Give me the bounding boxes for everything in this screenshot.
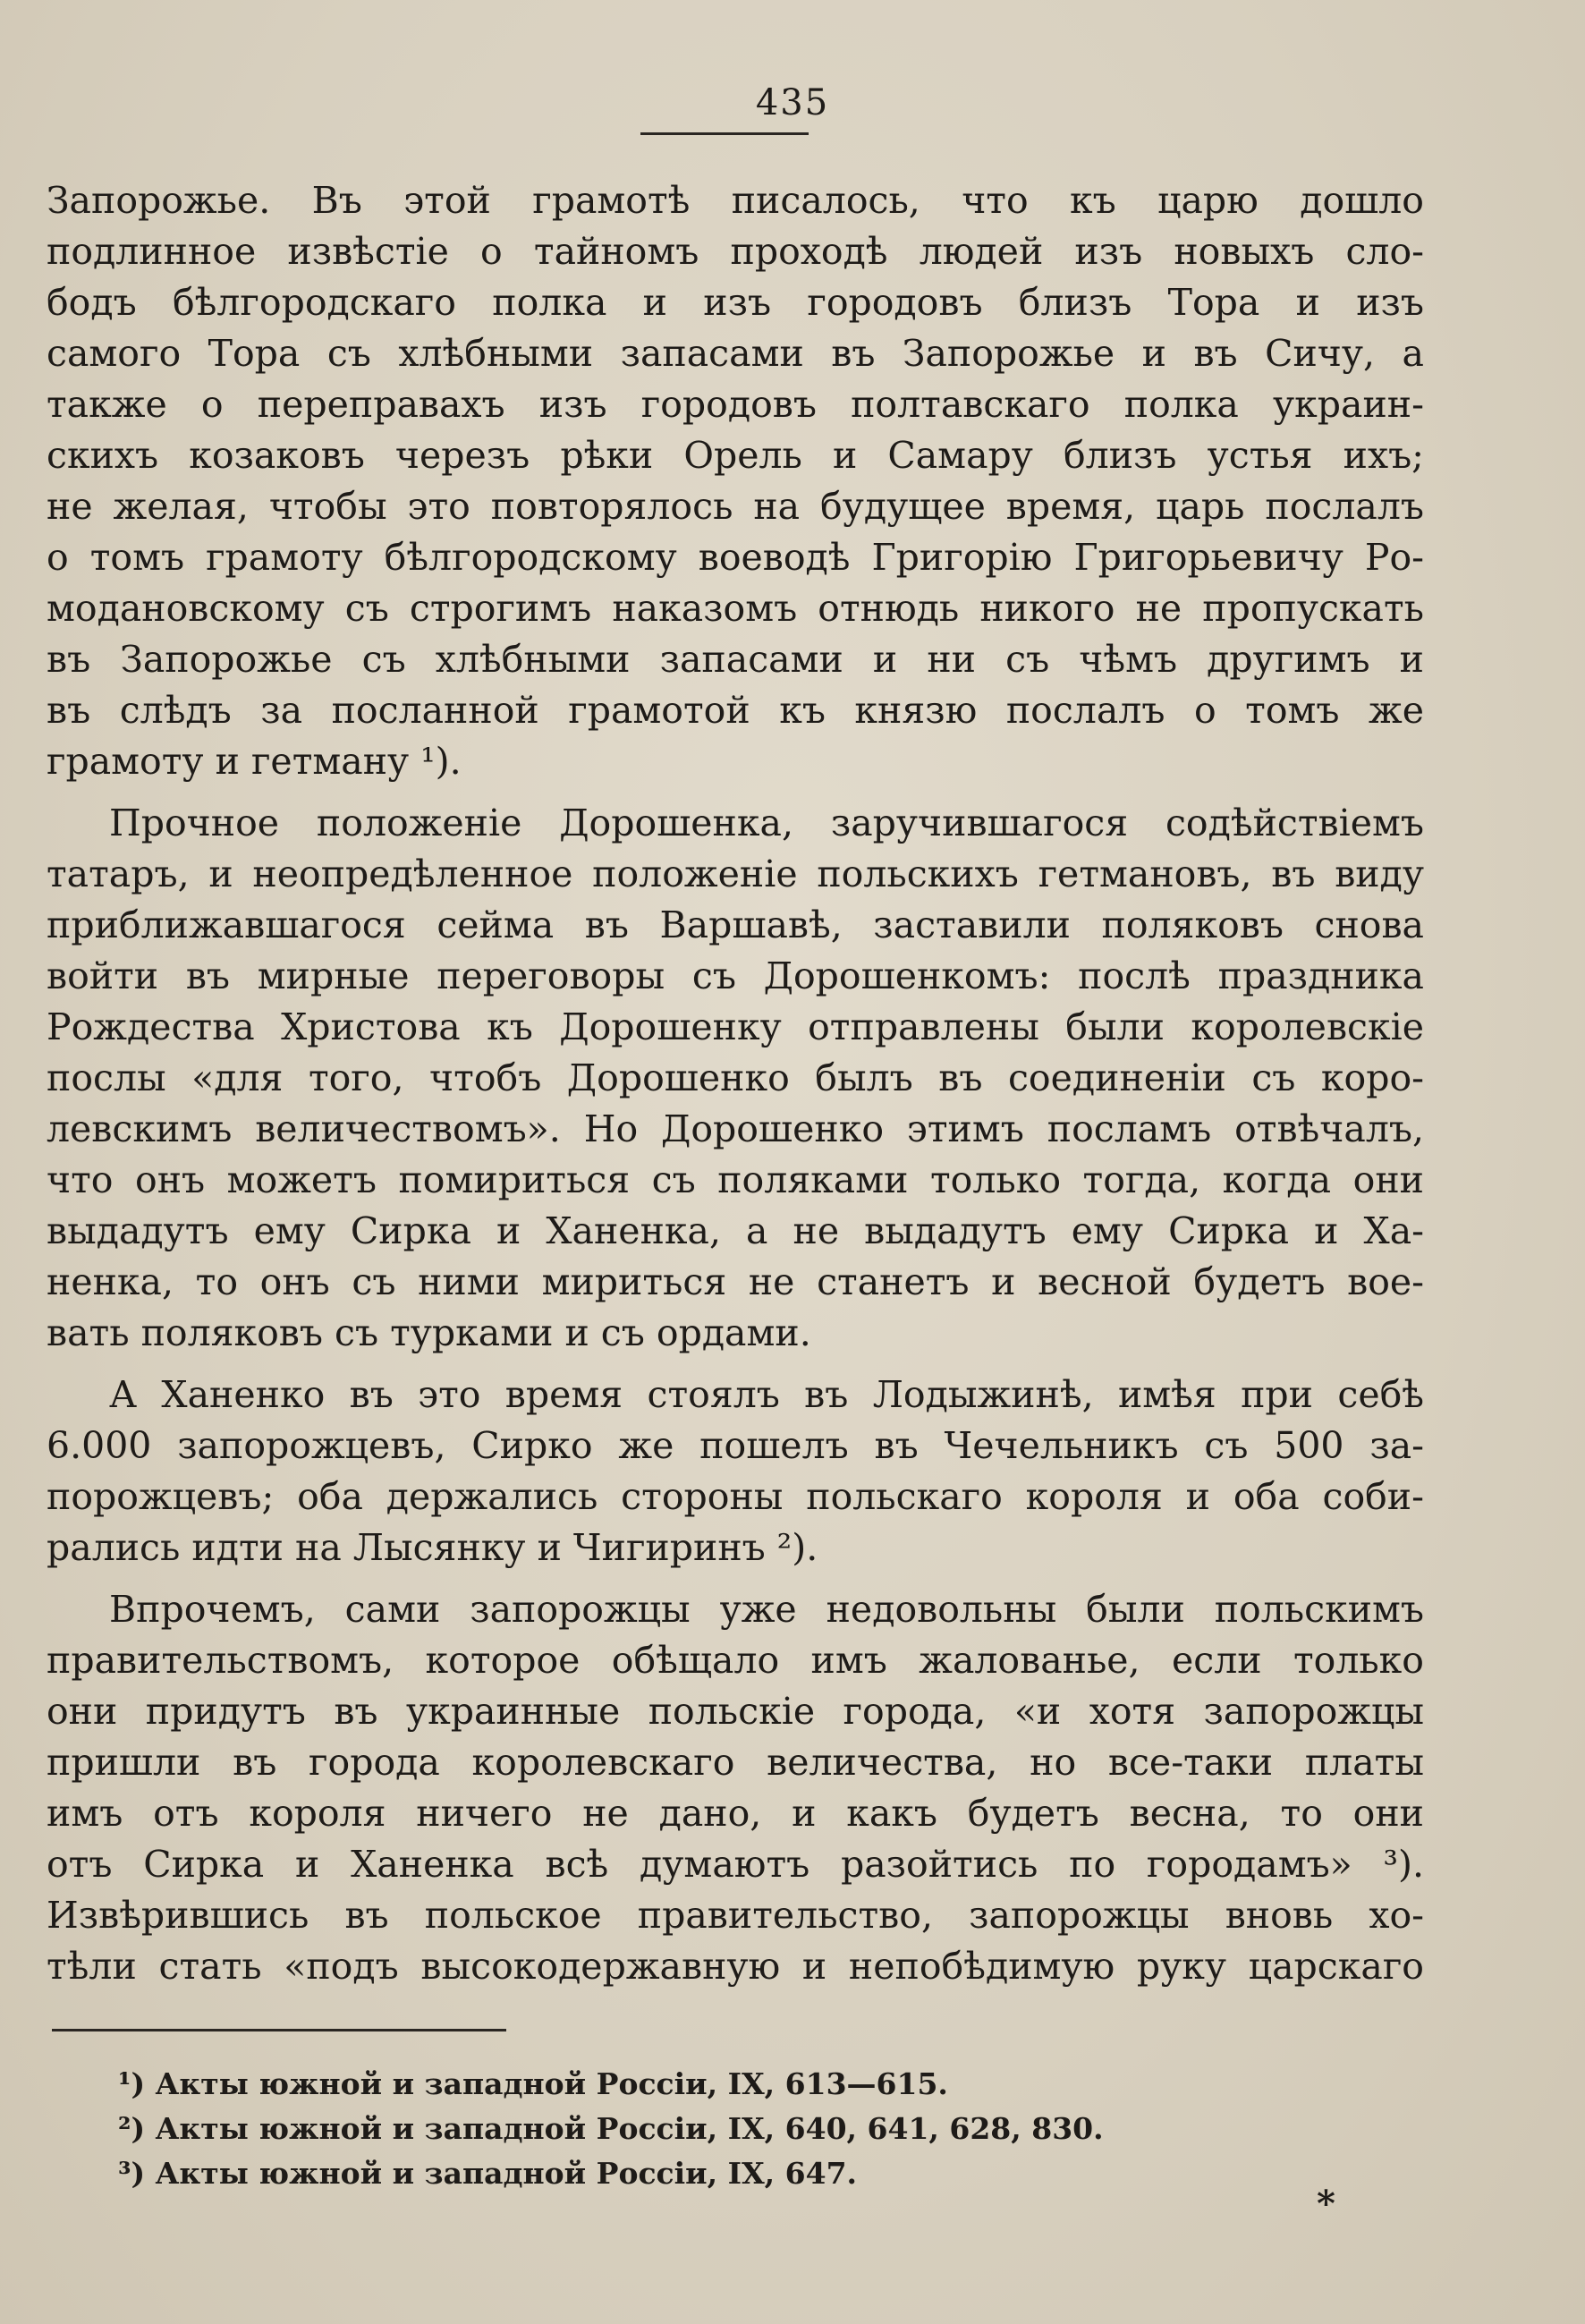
text-line: порожцевъ; оба держались стороны польскаго короля и оба соби- — [47, 1475, 1424, 1518]
text-line: 6.000 запорожцевъ, Сирко же пошелъ въ Чечельникъ съ 500 за- — [47, 1424, 1424, 1467]
text-line: Запорожье. Въ этой грамотѣ писалось, что къ царю дошло — [47, 179, 1424, 222]
text-line: также о переправахъ изъ городовъ полтавскаго полка украин- — [47, 383, 1424, 426]
text-line: въ слѣдъ за посланной грамотой къ князю послалъ о томъ же — [47, 689, 1424, 732]
text-line: тѣли стать «подъ высокодержавную и непобѣдимую руку царскаго — [47, 1945, 1424, 1988]
text-line: Прочное положеніе Дорошенка, заручившагося содѣйствіемъ — [109, 802, 1424, 844]
text-line: Впрочемъ, сами запорожцы уже недовольны были польскимъ — [109, 1588, 1424, 1631]
text-line: что онъ можетъ помириться съ поляками только тогда, когда они — [47, 1158, 1424, 1201]
text-line: модановскому съ строгимъ наказомъ отнюдь никого не пропускать — [47, 587, 1424, 630]
text-line: о томъ грамоту бѣлгородскому воеводѣ Григорію Григорьевичу Ро- — [47, 536, 1424, 579]
text-line: подлинное извѣстіе о тайномъ проходѣ людей изъ новыхъ сло- — [47, 230, 1424, 273]
page-number-rule — [640, 132, 809, 135]
text-line: выдадутъ ему Сирка и Ханенка, а не выдадутъ ему Сирка и Ха- — [47, 1209, 1424, 1252]
text-line: грамоту и гетману ¹). — [47, 740, 462, 783]
text-line: самого Тора съ хлѣбными запасами въ Запорожье и въ Сичу, а — [47, 332, 1424, 375]
page-number: 435 — [755, 82, 830, 123]
text-line: приближавшагося сейма въ Варшавѣ, заставили поляковъ снова — [47, 903, 1424, 946]
footnote: ³) Акты южной и западной Россіи, IX, 647. — [118, 2156, 858, 2191]
footnote-separator — [52, 2029, 506, 2031]
text-line: бодъ бѣлгородскаго полка и изъ городовъ близъ Тора и изъ — [47, 281, 1424, 324]
text-line: ненка, то онъ съ ними мириться не станетъ и весной будетъ вое- — [47, 1260, 1424, 1303]
paragraph — [47, 175, 1424, 787]
footnote: ²) Акты южной и западной Россіи, IX, 640, 641, 628, 830. — [118, 2111, 1104, 2146]
footnotes — [118, 2062, 1281, 2196]
text-line: вать поляковъ съ турками и съ ордами. — [47, 1311, 811, 1354]
paragraph — [47, 1584, 1424, 1992]
text-line: татаръ, и неопредѣленное положеніе польскихъ гетмановъ, въ виду — [47, 852, 1424, 895]
text-line: войти въ мирные переговоры съ Дорошенкомъ: послѣ праздника — [47, 954, 1424, 997]
body-text — [47, 175, 1424, 1992]
text-line: послы «для того, чтобъ Дорошенко былъ въ соединеніи съ коро- — [47, 1056, 1424, 1099]
text-line: Извѣрившись въ польское правительство, запорожцы вновь хо- — [47, 1894, 1424, 1937]
text-line: въ Запорожье съ хлѣбными запасами и ни съ чѣмъ другимъ и — [47, 638, 1424, 681]
text-line: А Ханенко въ это время стоялъ въ Лодыжинѣ, имѣя при себѣ — [109, 1373, 1424, 1416]
text-line: левскимъ величествомъ». Но Дорошенко этимъ посламъ отвѣчалъ, — [47, 1107, 1424, 1150]
text-line: скихъ козаковъ черезъ рѣки Орель и Самару близъ устья ихъ; — [47, 434, 1424, 477]
footer-asterisk: * — [1317, 2183, 1335, 2225]
text-line: пришли въ города королевскаго величества, но все-таки платы — [47, 1741, 1424, 1784]
footnote: ¹) Акты южной и западной Россіи, IX, 613—615. — [118, 2066, 948, 2101]
text-line: отъ Сирка и Ханенка всѣ думаютъ разойтись по городамъ» ³). — [47, 1843, 1424, 1886]
text-line: имъ отъ короля ничего не дано, и какъ будетъ весна, то они — [47, 1792, 1424, 1835]
text-line: правительствомъ, которое обѣщало имъ жалованье, если только — [47, 1639, 1424, 1682]
text-line: Рождества Христова къ Дорошенку отправлены были королевскіе — [47, 1005, 1424, 1048]
paragraph — [47, 798, 1424, 1359]
text-line: не желая, чтобы это повторялось на будущее время, царь послалъ — [47, 485, 1424, 528]
paragraph — [47, 1370, 1424, 1573]
text-line: они придутъ въ украинные польскіе города, «и хотя запорожцы — [47, 1690, 1424, 1733]
text-line: рались идти на Лысянку и Чигиринъ ²). — [47, 1526, 818, 1569]
